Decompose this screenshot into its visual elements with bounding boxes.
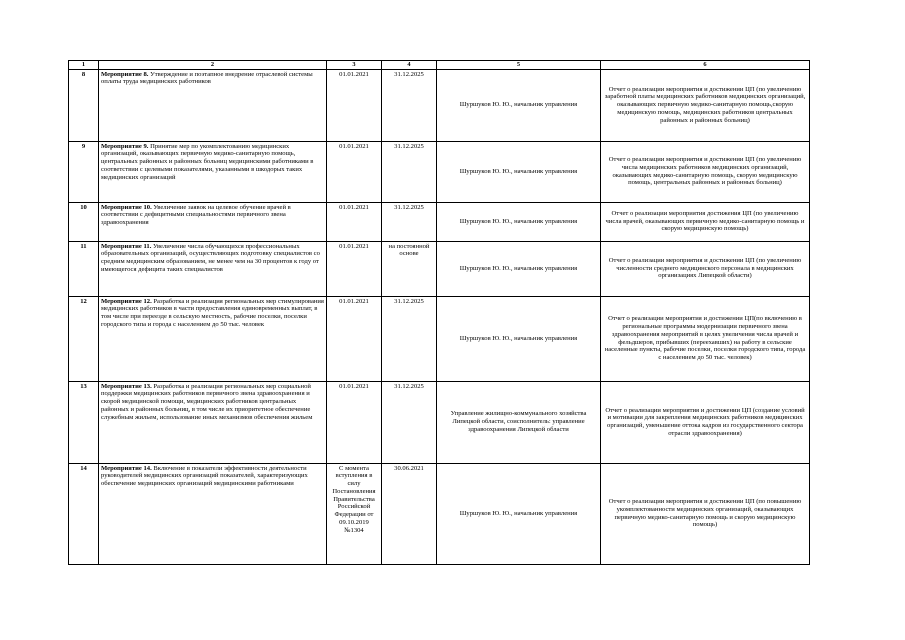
report: Отчет о реализации мероприятия и достижении ЦП(по включению в региональные программы модернизации первичного звена здравоохранения мероприятий в целях увеличения числа врачей и фельдшеров, прибывших (переехавших) на работу в сельские населенные пункты, рабочие поселки, поселки городского типа, города с населением до 50 тыс. человек): [601, 296, 810, 381]
responsible: Шуршуков Ю. Ю., начальник управления: [437, 463, 601, 564]
column-number: 1: [69, 61, 99, 70]
row-number: 14: [69, 463, 99, 564]
measure-text: Утверждение и поэтапное внедрение отраслевой системы оплаты труда медицинских работников: [101, 70, 313, 86]
row-number: 11: [69, 241, 99, 296]
end-date: на постоянной основе: [382, 241, 437, 296]
table-row: [69, 202, 810, 241]
start-date: С момента вступления в силу Постановления Правительства Российской Федерации от 09.10.2019 №1304: [327, 463, 382, 564]
column-number: 5: [437, 61, 601, 70]
start-date: 01.01.2021: [327, 202, 382, 241]
table-row: [69, 69, 810, 141]
measure-text: Увеличение заявок на целевое обучение врачей в соответствии с дефицитными специальностями первичного звена здравоохранения: [101, 203, 291, 227]
measure-description: [99, 141, 327, 202]
responsible: Шуршуков Ю. Ю., начальник управления: [437, 202, 601, 241]
measure-title: Мероприятие 12.: [101, 297, 152, 305]
responsible: Шуршуков Ю. Ю., начальник управления: [437, 296, 601, 381]
column-number: 6: [601, 61, 810, 70]
end-date: 31.12.2025: [382, 141, 437, 202]
table-row: [69, 463, 810, 564]
measure-title: Мероприятие 14.: [101, 464, 152, 472]
row-number: 8: [69, 69, 99, 141]
table-row: [69, 241, 810, 296]
measure-title: Мероприятие 8.: [101, 70, 149, 78]
table-row: [69, 141, 810, 202]
end-date: 31.12.2025: [382, 296, 437, 381]
report: Отчет о реализации мероприятия и достижении ЦП (по увеличению числа медицинских работников медицинских организаций, оказывающих медико-санитарную помощь, скорую медицинскую помощь, центральных районных и районных больниц): [601, 141, 810, 202]
measure-title: Мероприятие 13.: [101, 382, 152, 390]
table-row: [69, 381, 810, 463]
responsible: Шуршуков Ю. Ю., начальник управления: [437, 241, 601, 296]
column-number: 4: [382, 61, 437, 70]
responsible: Шуршуков Ю. Ю., начальник управления: [437, 141, 601, 202]
row-number: 9: [69, 141, 99, 202]
responsible: Управление жилищно-коммунального хозяйства Липецкой области, соисполнитель: управление здравоохранения Липецкой области: [437, 381, 601, 463]
row-number: 10: [69, 202, 99, 241]
report: Отчет о реализации мероприятия достижения ЦП (по увеличению числа врачей, оказывающих первичную медико-санитарную помощь и скорую медицинскую помощь): [601, 202, 810, 241]
end-date: 31.12.2025: [382, 202, 437, 241]
start-date: 01.01.2021: [327, 241, 382, 296]
measure-title: Мероприятие 10.: [101, 203, 152, 211]
report: Отчет о реализации мероприятия и достижении ЦП (создание условий и мотивации для закрепления медицинских работников медицинских организаций, уменьшение оттока кадров из государственного сектора отрасли здравоохранения): [601, 381, 810, 463]
measure-text: Разработка и реализация региональных мер социальной поддержки медицинских работников первичного звена здравоохранения и скорой медицинской помощи, медицинских работников центральных районных и районных больниц, в том числе их приоритетное обеспечение служебным жильем, использование иных механизмов обеспечения жильем: [101, 382, 313, 421]
end-date: 31.12.2025: [382, 381, 437, 463]
start-date: 01.01.2021: [327, 141, 382, 202]
measure-description: [99, 241, 327, 296]
report: Отчет о реализации мероприятия и достижении ЦП (по повышению укомплектованности медицинских организаций, оказывающих первичную медико-санитарную помощь и скорую медицинскую помощь): [601, 463, 810, 564]
measure-description: [99, 463, 327, 564]
row-number: 13: [69, 381, 99, 463]
end-date: 31.12.2025: [382, 69, 437, 141]
measure-description: [99, 381, 327, 463]
measure-text: Разработка и реализация региональных мер стимулирования медицинских работников в части предоставления единовременных выплат, в том числе при переезде в сельскую местность, рабочие поселки, поселки городского типа и города с населением до 50 тыс. человек: [101, 297, 324, 328]
row-number: 12: [69, 296, 99, 381]
measure-text: Включение в показатели эффективности деятельности руководителей медицинских организаций показателей, характеризующих обеспечение медицинских организаций медицинскими работниками: [101, 464, 308, 488]
start-date: 01.01.2021: [327, 296, 382, 381]
column-number: 2: [99, 61, 327, 70]
measure-title: Мероприятие 9.: [101, 142, 149, 150]
measure-description: [99, 69, 327, 141]
measure-description: [99, 296, 327, 381]
report: Отчет о реализации мероприятия и достижении ЦП (по увеличению численности среднего медицинского персонала в медицинских организациях Липецкой области): [601, 241, 810, 296]
responsible: Шуршуков Ю. Ю., начальник управления: [437, 69, 601, 141]
measure-title: Мероприятие 11.: [101, 242, 152, 250]
start-date: 01.01.2021: [327, 69, 382, 141]
end-date: 30.06.2021: [382, 463, 437, 564]
measure-description: [99, 202, 327, 241]
measures-table: [68, 60, 810, 565]
measure-text: Увеличение числа обучающихся профессиональных образовательных организаций, осуществляющих подготовку специалистов со средним медицинским образованием, не менее чем на 30 процентов к году от имеющегося дефицита таких специалистов: [101, 242, 320, 273]
measure-text: Принятие мер по укомплектованию медицинских организаций, оказывающих первичную медико-санитарную помощь, центральных районных и районных больниц медицинскими работниками в соответствии с целевыми показателями, указанными в шкодорых таких медицинских организаций: [101, 142, 314, 181]
column-number: 3: [327, 61, 382, 70]
table-row: [69, 296, 810, 381]
report: Отчет о реализации мероприятия и достижении ЦП (по увеличению заработной платы медицинских работников медицинских организаций, оказывающих первичную медико-санитарную помощь,скорую медицинскую помощь, медицинских работников центральных районных и районных больниц): [601, 69, 810, 141]
start-date: 01.01.2021: [327, 381, 382, 463]
column-number-row: [69, 61, 810, 70]
